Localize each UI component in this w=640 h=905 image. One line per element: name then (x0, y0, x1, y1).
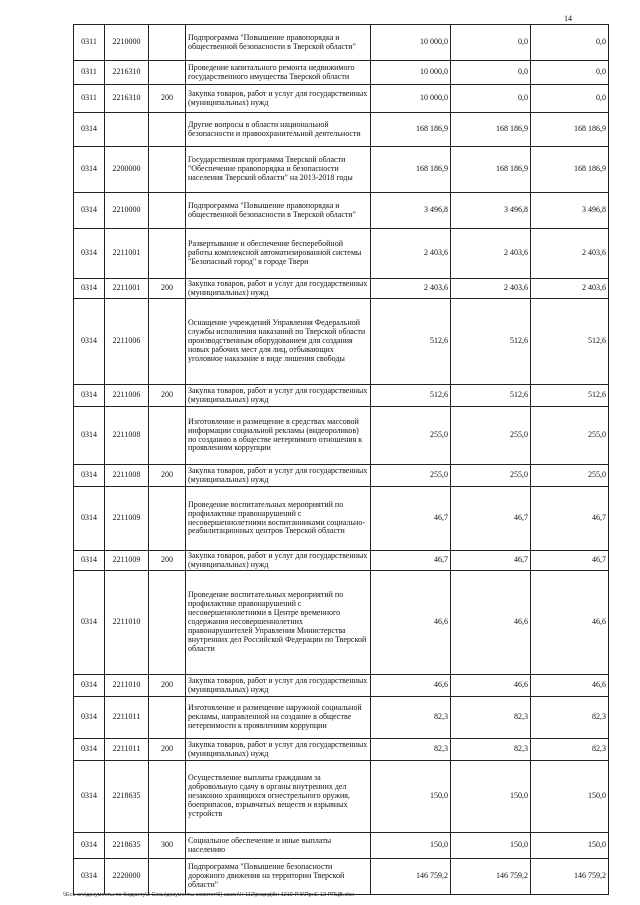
item-name-cell: Социальное обеспечение и иные выплаты населению (186, 833, 371, 859)
amount-year1-cell: 82,3 (371, 739, 451, 761)
expense-type-cell (149, 299, 186, 385)
item-name-cell: Закупка товаров, работ и услуг для государственных (муниципальных) нужд (186, 279, 371, 299)
amount-year3-cell: 255,0 (531, 407, 609, 465)
amount-year1-cell: 150,0 (371, 761, 451, 833)
target-item-cell: 2200000 (105, 147, 149, 193)
amount-year2-cell: 0,0 (451, 25, 531, 61)
amount-year2-cell: 255,0 (451, 407, 531, 465)
target-item-cell: 2210000 (105, 25, 149, 61)
target-item-cell (105, 113, 149, 147)
amount-year2-cell: 512,6 (451, 299, 531, 385)
table-row (74, 761, 609, 833)
amount-year1-cell: 82,3 (371, 697, 451, 739)
item-name-cell: Закупка товаров, работ и услуг для государственных (муниципальных) нужд (186, 85, 371, 113)
amount-year1-cell: 2 403,6 (371, 229, 451, 279)
target-item-cell: 2216310 (105, 61, 149, 85)
amount-year1-cell: 512,6 (371, 385, 451, 407)
amount-year1-cell: 512,6 (371, 299, 451, 385)
item-name-cell: Закупка товаров, работ и услуг для государственных (муниципальных) нужд (186, 739, 371, 761)
target-item-cell: 2211008 (105, 407, 149, 465)
section-code-cell: 0314 (74, 571, 105, 675)
amount-year1-cell: 46,7 (371, 551, 451, 571)
amount-year2-cell: 150,0 (451, 761, 531, 833)
target-item-cell: 2211009 (105, 487, 149, 551)
amount-year2-cell: 146 759,2 (451, 859, 531, 895)
amount-year3-cell: 0,0 (531, 61, 609, 85)
item-name-cell: Изготовление и размещение в средствах массовой информации социальной рекламы (видеороликов) по созданию в обществе нетерпимого отношения к проявлениям коррупции (186, 407, 371, 465)
section-code-cell: 0314 (74, 407, 105, 465)
table-row (74, 61, 609, 85)
amount-year3-cell: 0,0 (531, 25, 609, 61)
amount-year3-cell: 46,6 (531, 675, 609, 697)
table-row (74, 407, 609, 465)
section-code-cell: 0314 (74, 675, 105, 697)
amount-year3-cell: 150,0 (531, 833, 609, 859)
amount-year2-cell: 255,0 (451, 465, 531, 487)
amount-year2-cell: 3 496,8 (451, 193, 531, 229)
amount-year3-cell: 3 496,8 (531, 193, 609, 229)
section-code-cell: 0314 (74, 113, 105, 147)
section-code-cell: 0311 (74, 85, 105, 113)
item-name-cell: Проведение воспитательных мероприятий по профилактике правонарушений с несовершеннолетними воспитанниками социально-реабилитационных центров Тверской области (186, 487, 371, 551)
amount-year3-cell: 168 186,9 (531, 147, 609, 193)
table-row (74, 279, 609, 299)
table-row (74, 85, 609, 113)
item-name-cell: Осуществление выплаты гражданам за добровольную сдачу в органы внутренних дел незаконно хранящихся огнестрельного оружия, боеприпасов, взрывчатых веществ и взрывных устройств (186, 761, 371, 833)
amount-year1-cell: 255,0 (371, 407, 451, 465)
amount-year3-cell: 2 403,6 (531, 279, 609, 299)
target-item-cell: 2220000 (105, 859, 149, 895)
amount-year1-cell: 10 000,0 (371, 25, 451, 61)
table-row (74, 739, 609, 761)
amount-year2-cell: 2 403,6 (451, 279, 531, 299)
target-item-cell: 2211006 (105, 385, 149, 407)
expense-type-cell: 200 (149, 675, 186, 697)
expense-type-cell: 200 (149, 551, 186, 571)
table-row (74, 833, 609, 859)
item-name-cell: Другие вопросы в области национальной безопасности и правоохранительной деятельности (186, 113, 371, 147)
target-item-cell: 2210000 (105, 193, 149, 229)
section-code-cell: 0314 (74, 279, 105, 299)
table-row (74, 385, 609, 407)
amount-year1-cell: 168 186,9 (371, 113, 451, 147)
amount-year2-cell: 168 186,9 (451, 113, 531, 147)
table-row (74, 465, 609, 487)
section-code-cell: 0314 (74, 859, 105, 895)
expense-type-cell: 200 (149, 85, 186, 113)
item-name-cell: Подпрограмма "Повышение правопорядка и общественной безопасности в Тверской области" (186, 25, 371, 61)
amount-year1-cell: 46,6 (371, 571, 451, 675)
target-item-cell: 2211008 (105, 465, 149, 487)
expense-type-cell: 200 (149, 465, 186, 487)
expense-type-cell (149, 407, 186, 465)
target-item-cell: 2218635 (105, 833, 149, 859)
amount-year2-cell: 82,3 (451, 739, 531, 761)
amount-year3-cell: 82,3 (531, 697, 609, 739)
amount-year1-cell: 146 759,2 (371, 859, 451, 895)
amount-year3-cell: 46,6 (531, 571, 609, 675)
section-code-cell: 0314 (74, 147, 105, 193)
expense-type-cell (149, 61, 186, 85)
table-row (74, 571, 609, 675)
amount-year1-cell: 10 000,0 (371, 61, 451, 85)
amount-year1-cell: 3 496,8 (371, 193, 451, 229)
item-name-cell: Государственная программа Тверской области "Обеспечение правопорядка и безопасности населения Тверской области" на 2013-2018 годы (186, 147, 371, 193)
item-name-cell: Закупка товаров, работ и услуг для государственных (муниципальных) нужд (186, 551, 371, 571)
amount-year3-cell: 168 186,9 (531, 113, 609, 147)
item-name-cell: Закупка товаров, работ и услуг для государственных (муниципальных) нужд (186, 675, 371, 697)
amount-year2-cell: 150,0 (451, 833, 531, 859)
amount-year1-cell: 168 186,9 (371, 147, 451, 193)
expense-type-cell: 200 (149, 279, 186, 299)
amount-year3-cell: 2 403,6 (531, 229, 609, 279)
target-item-cell: 2211001 (105, 279, 149, 299)
table-body (74, 25, 609, 895)
section-code-cell: 0314 (74, 465, 105, 487)
section-code-cell: 0314 (74, 229, 105, 279)
section-code-cell: 0311 (74, 25, 105, 61)
target-item-cell: 2211011 (105, 739, 149, 761)
item-name-cell: Изготовление и размещение наружной социальной рекламы, направленной на создание в обществе нетерпимости к проявлениям коррупции (186, 697, 371, 739)
amount-year1-cell: 46,7 (371, 487, 451, 551)
amount-year2-cell: 46,6 (451, 571, 531, 675)
target-item-cell: 2211009 (105, 551, 149, 571)
amount-year1-cell: 46,6 (371, 675, 451, 697)
amount-year2-cell: 0,0 (451, 61, 531, 85)
amount-year3-cell: 150,0 (531, 761, 609, 833)
file-path-footer: \\Eco-srv\документы по бюджету\3 Сезы\документы комитет\б) закон\Н 112\ргаргд\5н 1210-П 5\ПрнЕ 12 РПЦВ.xlsx (63, 892, 354, 898)
amount-year3-cell: 82,3 (531, 739, 609, 761)
expense-type-cell (149, 147, 186, 193)
amount-year2-cell: 46,7 (451, 551, 531, 571)
expense-type-cell (149, 193, 186, 229)
table-row (74, 147, 609, 193)
amount-year3-cell: 46,7 (531, 487, 609, 551)
expense-type-cell (149, 487, 186, 551)
expense-type-cell (149, 25, 186, 61)
target-item-cell: 2211010 (105, 571, 149, 675)
target-item-cell: 2211001 (105, 229, 149, 279)
expense-type-cell: 300 (149, 833, 186, 859)
item-name-cell: Закупка товаров, работ и услуг для государственных (муниципальных) нужд (186, 385, 371, 407)
table-row (74, 675, 609, 697)
amount-year1-cell: 10 000,0 (371, 85, 451, 113)
target-item-cell: 2211011 (105, 697, 149, 739)
section-code-cell: 0314 (74, 385, 105, 407)
table-row (74, 299, 609, 385)
table-row (74, 229, 609, 279)
item-name-cell: Подпрограмма "Повышение правопорядка и общественной безопасности в Тверской области" (186, 193, 371, 229)
item-name-cell: Проведение воспитательных мероприятий по профилактике правонарушений с несовершеннолетними в Центре временного содержания несовершеннолетних правонарушителей Управления Министерства внутренних дел Российской Федерации по Тверской области (186, 571, 371, 675)
item-name-cell: Развертывание и обеспечение бесперебойной работы комплексной автоматизированной системы "Безопасный город" в городе Твери (186, 229, 371, 279)
expense-type-cell: 200 (149, 385, 186, 407)
table-row (74, 25, 609, 61)
amount-year2-cell: 512,6 (451, 385, 531, 407)
amount-year3-cell: 0,0 (531, 85, 609, 113)
section-code-cell: 0314 (74, 739, 105, 761)
table-row (74, 193, 609, 229)
expense-type-cell (149, 571, 186, 675)
table-row (74, 113, 609, 147)
item-name-cell: Подпрограмма "Повышение безопасности дорожного движения на территории Тверской области" (186, 859, 371, 895)
amount-year1-cell: 150,0 (371, 833, 451, 859)
page-number: 14 (564, 14, 572, 23)
amount-year2-cell: 0,0 (451, 85, 531, 113)
item-name-cell: Закупка товаров, работ и услуг для государственных (муниципальных) нужд (186, 465, 371, 487)
budget-table (73, 24, 609, 895)
section-code-cell: 0314 (74, 833, 105, 859)
section-code-cell: 0311 (74, 61, 105, 85)
amount-year3-cell: 146 759,2 (531, 859, 609, 895)
amount-year3-cell: 512,6 (531, 385, 609, 407)
expense-type-cell (149, 697, 186, 739)
item-name-cell: Проведение капитального ремонта недвижимого государственного имущества Тверской области (186, 61, 371, 85)
amount-year2-cell: 168 186,9 (451, 147, 531, 193)
section-code-cell: 0314 (74, 551, 105, 571)
table-row (74, 697, 609, 739)
amount-year3-cell: 46,7 (531, 551, 609, 571)
expense-type-cell (149, 113, 186, 147)
target-item-cell: 2211010 (105, 675, 149, 697)
target-item-cell: 2216310 (105, 85, 149, 113)
section-code-cell: 0314 (74, 487, 105, 551)
section-code-cell: 0314 (74, 299, 105, 385)
target-item-cell: 2218635 (105, 761, 149, 833)
item-name-cell: Оснащение учреждений Управления Федеральной службы исполнения наказаний по Тверской области производственным оборудованием для создания новых рабочих мест для лиц, отбывающих уголовное наказание в виде лишения свободы (186, 299, 371, 385)
section-code-cell: 0314 (74, 761, 105, 833)
table-row (74, 487, 609, 551)
amount-year3-cell: 512,6 (531, 299, 609, 385)
expense-type-cell (149, 859, 186, 895)
section-code-cell: 0314 (74, 697, 105, 739)
amount-year1-cell: 2 403,6 (371, 279, 451, 299)
section-code-cell: 0314 (74, 193, 105, 229)
table-row (74, 859, 609, 895)
amount-year3-cell: 255,0 (531, 465, 609, 487)
expense-type-cell (149, 761, 186, 833)
amount-year2-cell: 46,7 (451, 487, 531, 551)
expense-type-cell: 200 (149, 739, 186, 761)
amount-year1-cell: 255,0 (371, 465, 451, 487)
amount-year2-cell: 2 403,6 (451, 229, 531, 279)
expense-type-cell (149, 229, 186, 279)
table-row (74, 551, 609, 571)
amount-year2-cell: 82,3 (451, 697, 531, 739)
amount-year2-cell: 46,6 (451, 675, 531, 697)
target-item-cell: 2211006 (105, 299, 149, 385)
